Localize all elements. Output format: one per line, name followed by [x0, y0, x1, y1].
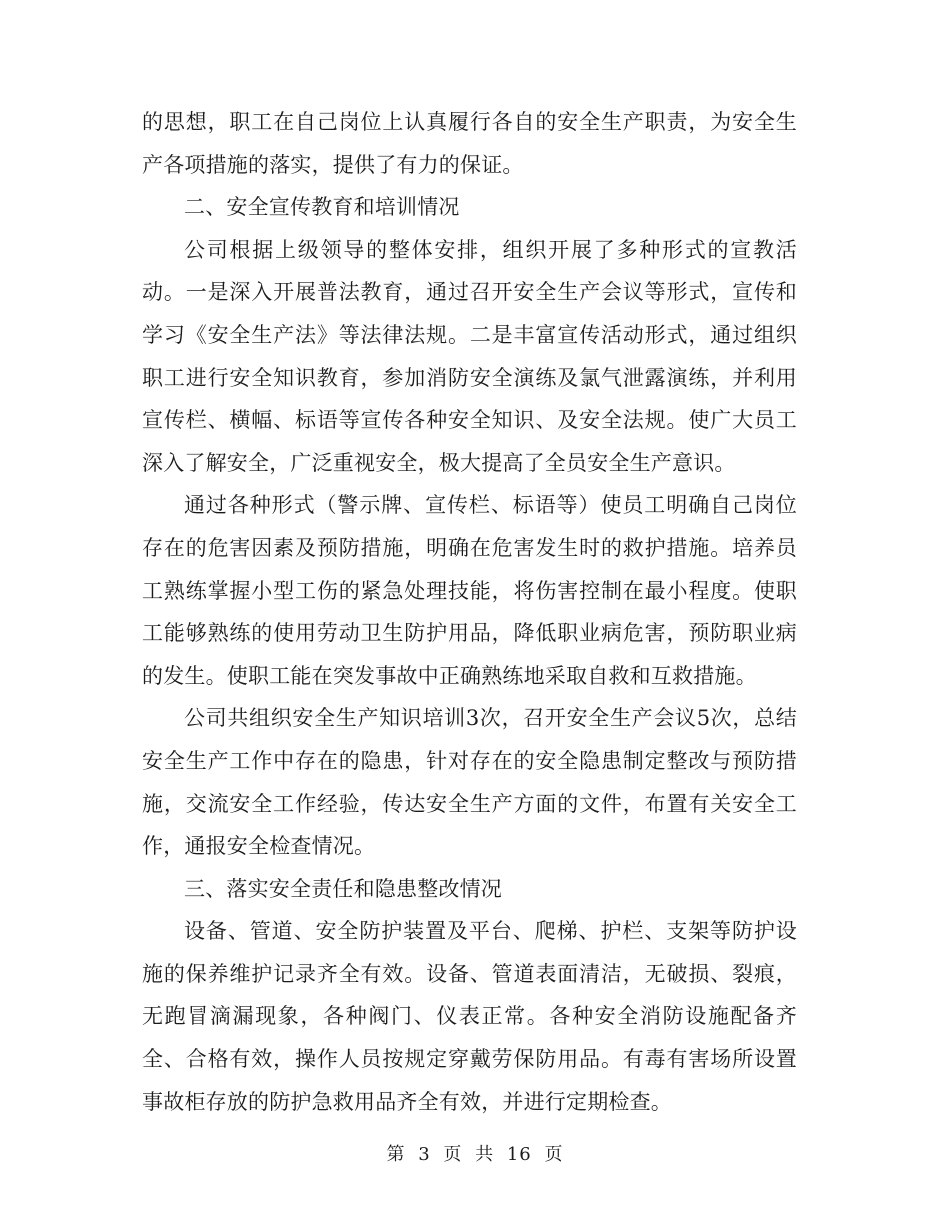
- page-number-footer: 第 3 页 共 16 页: [386, 1144, 564, 1165]
- paragraph-continuation: 的思想，职工在自己岗位上认真履行各自的安全生产职责，为安全生产各项措施的落实，提供了有力的保证。: [142, 110, 797, 177]
- section-heading-2: 二、安全宣传教育和培训情况: [184, 195, 460, 220]
- section-heading-3: 三、落实安全责任和隐患整改情况: [184, 876, 502, 901]
- paragraph-publicity: 公司根据上级领导的整体安排，组织开展了多种形式的宣教活动。一是深入开展普法教育，通过召开安全生产会议等形式，宣传和学习《安全生产法》等法律法规。二是丰富宣传活动形式，通过组织职工进行安全知识教育，参加消防安全演练及氯气泄露演练，并利用宣传栏、横幅、标语等宣传各种安全知识、及安全法规。使广大员工深入了解安全，广泛重视安全，极大提高了全员安全生产意识。: [142, 237, 797, 475]
- paragraph-training-count: 公司共组织安全生产知识培训3次，召开安全生产会议5次，总结安全生产工作中存在的隐患，针对存在的安全隐患制定整改与预防措施，交流安全工作经验，传达安全生产方面的文件，布置有关安全工作，通报安全检查情况。: [142, 706, 797, 859]
- paragraph-equipment: 设备、管道、安全防护装置及平台、爬梯、护栏、支架等防护设施的保养维护记录齐全有效。设备、管道表面清洁，无破损、裂痕，无跑冒滴漏现象，各种阀门、仪表正常。各种安全消防设施配备齐全、合格有效，操作人员按规定穿戴劳保防用品。有毒有害场所设置事故柜存放的防护急救用品齐全有效，并进行定期检查。: [142, 919, 797, 1114]
- paragraph-hazard-awareness: 通过各种形式（警示牌、宣传栏、标语等）使员工明确自己岗位存在的危害因素及预防措施，明确在危害发生时的救护措施。培养员工熟练掌握小型工伤的紧急处理技能，将伤害控制在最小程度。使职工能够熟练的使用劳动卫生防护用品，降低职业病危害，预防职业病的发生。使职工能在突发事故中正确熟练地采取自救和互救措施。: [142, 493, 797, 688]
- document-body: [142, 101, 797, 1123]
